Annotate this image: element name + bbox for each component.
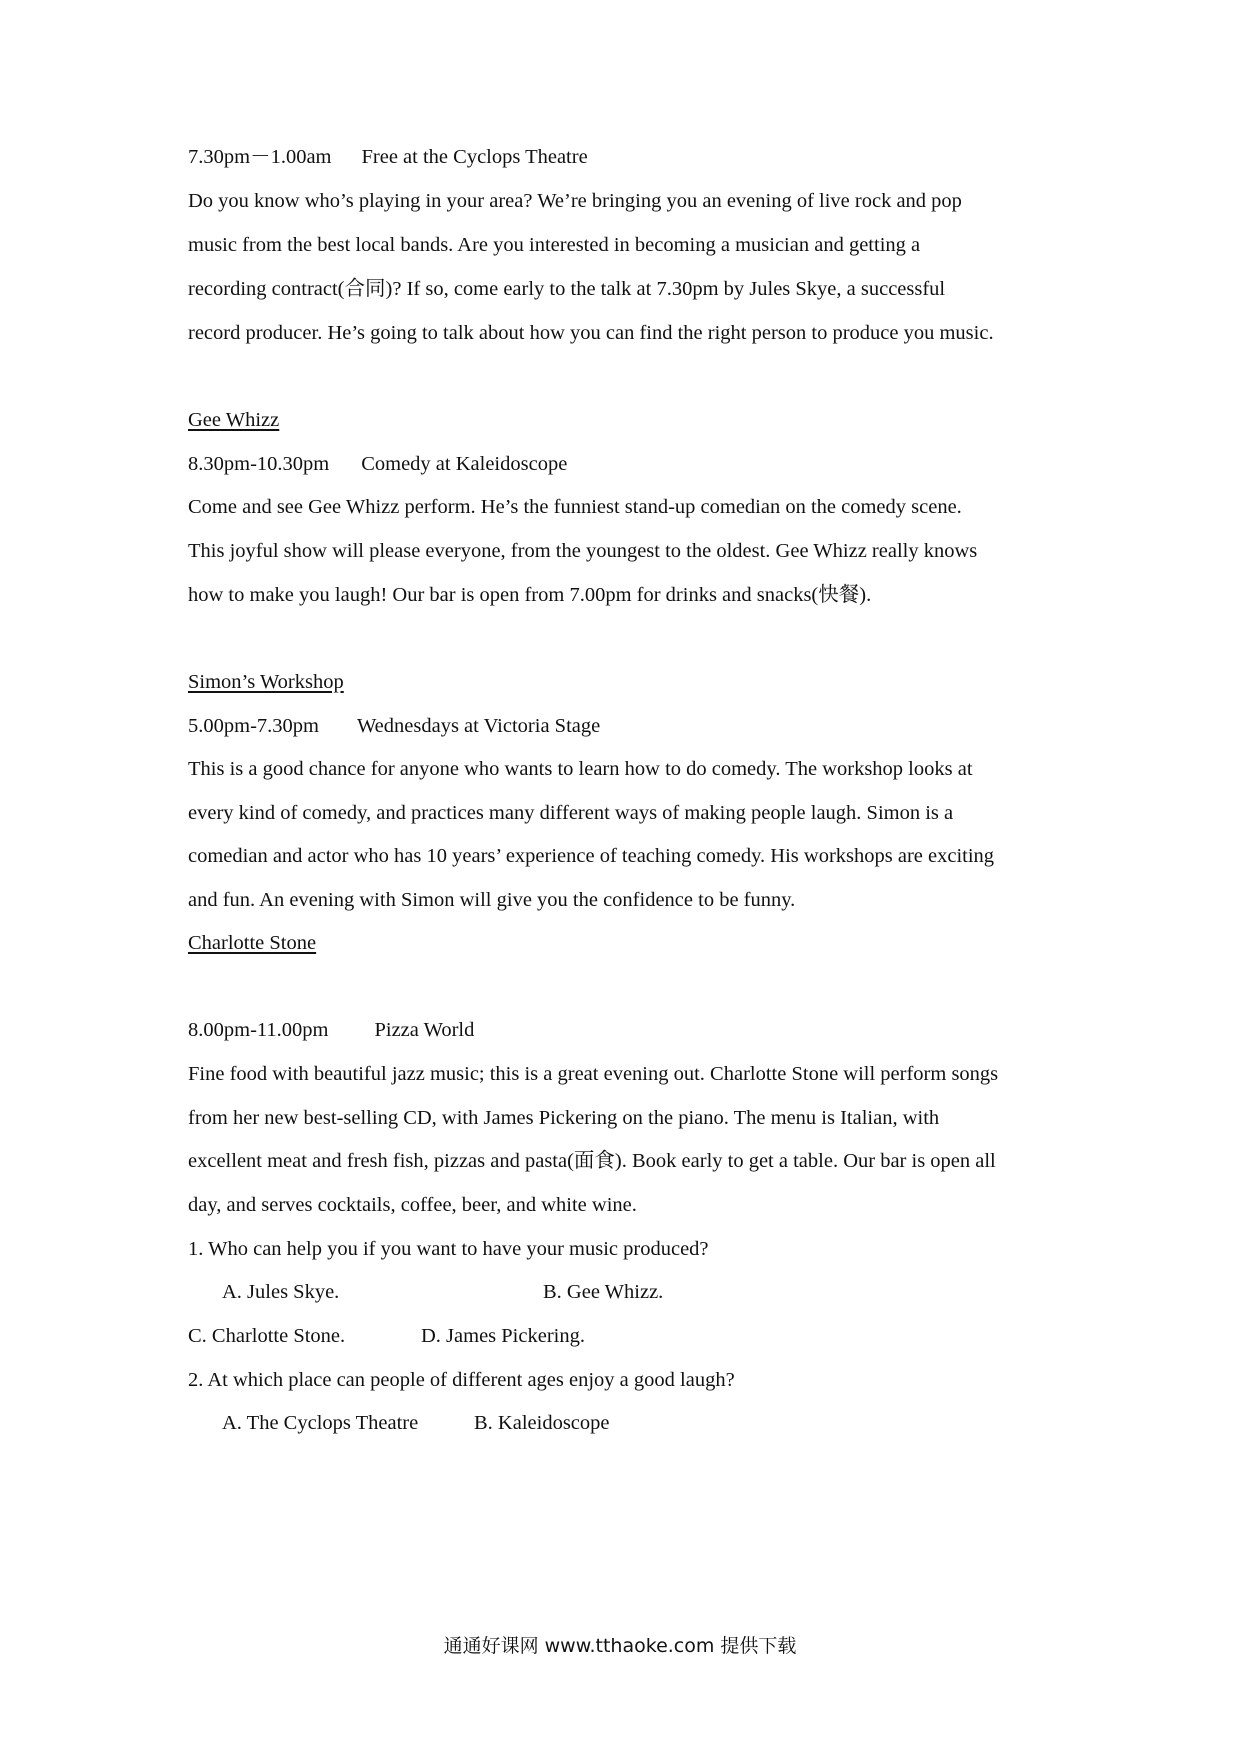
question-1-option-d: D. James Pickering. [421,1325,585,1347]
event-time: 8.00pm-11.00pm [188,1019,329,1041]
paragraph-line: recording contract(合同)? If so, come early to the talk at 7.30pm by Jules Skye, a successful [188,278,946,300]
paragraph-line: Come and see Gee Whizz perform. He’s the funniest stand-up comedian on the comedy scene. [188,496,962,518]
paragraph-line: music from the best local bands. Are you interested in becoming a musician and getting a [188,234,921,256]
event-schedule-charlotte-stone [188,1017,474,1043]
paragraph-line: record producer. He’s going to talk about how you can find the right person to produce you music. [188,322,994,344]
question-2-stem: 2. At which place can people of different ages enjoy a good laugh? [188,1369,735,1391]
paragraph-line: day, and serves cocktails, coffee, beer, and white wine. [188,1194,637,1216]
event-time: 5.00pm-7.30pm [188,715,319,737]
event-schedule-cyclops [188,144,588,170]
paragraph-line: from her new best-selling CD, with James Pickering on the piano. The menu is Italian, with [188,1107,940,1129]
event-venue: Wednesdays at Victoria Stage [356,715,601,737]
question-1-stem: 1. Who can help you if you want to have your music produced? [188,1238,709,1260]
paragraph-line: This is a good chance for anyone who wants to learn how to do comedy. The workshop looks at [188,758,973,780]
page-footer: 通通好课网 www.tthaoke.com 提供下载 [443,1635,797,1657]
paragraph-line: every kind of comedy, and practices many different ways of making people laugh. Simon is a [188,802,954,824]
question-2-option-b: B. Kaleidoscope [474,1412,610,1434]
section-heading-simons-workshop: Simon’s Workshop [188,671,344,693]
paragraph-line: comedian and actor who has 10 years’ experience of teaching comedy. His workshops are exciting [188,845,995,867]
event-schedule-simons-workshop [188,713,600,739]
question-2-option-a: A. The Cyclops Theatre [222,1412,419,1434]
paragraph-line: and fun. An evening with Simon will give you the confidence to be funny. [188,889,796,911]
event-venue: Free at the Cyclops Theatre [361,146,588,168]
event-schedule-gee-whizz [188,451,567,477]
paragraph-line: This joyful show will please everyone, from the youngest to the oldest. Gee Whizz really knows [188,540,978,562]
question-1-option-b: B. Gee Whizz. [543,1281,664,1303]
question-1-option-c: C. Charlotte Stone. [188,1325,346,1347]
event-time: 8.30pm-10.30pm [188,453,330,475]
event-venue: Pizza World [374,1019,475,1041]
paragraph-line: excellent meat and fresh fish, pizzas and pasta(面食). Book early to get a table. Our bar is open all [188,1150,996,1172]
paragraph-line: Fine food with beautiful jazz music; this is a great evening out. Charlotte Stone will perform songs [188,1063,999,1085]
section-heading-charlotte-stone: Charlotte Stone [188,932,317,954]
section-heading-gee-whizz: Gee Whizz [188,409,280,431]
paragraph-line: Do you know who’s playing in your area? We’re bringing you an evening of live rock and pop [188,190,962,212]
event-time: 7.30pm－1.00am [188,146,332,168]
event-venue: Comedy at Kaleidoscope [361,453,568,475]
paragraph-line: how to make you laugh! Our bar is open from 7.00pm for drinks and snacks(快餐). [188,584,872,606]
question-1-option-a: A. Jules Skye. [222,1281,340,1303]
